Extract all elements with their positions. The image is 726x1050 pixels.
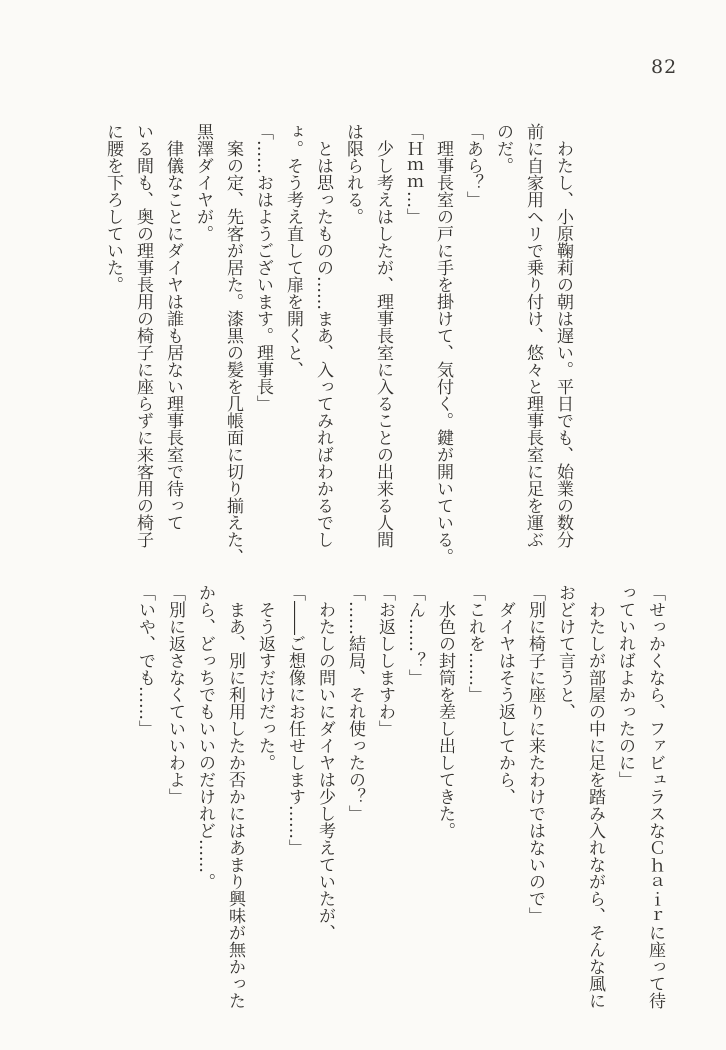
text-line: のだ。 [493,123,513,174]
text-block-bottom [130,584,670,1009]
text-line: いる間も、奥の理事長用の椅子に座らずに来客用の椅子 [133,123,153,548]
text-line: 理事長室の戸に手を掛けて、気付く。鍵が開いている。 [433,140,453,565]
text-line: 水色の封筒を差し出してきた。 [435,601,455,839]
page-number: 82 [651,56,678,78]
text-line: 「お返ししますわ」 [375,584,395,737]
text-line: 前に自家用ヘリで乗り付け、悠々と理事長室に足を運ぶ [523,123,543,548]
text-line: 案の定、先客が居た。漆黒の髪を几帳面に切り揃えた、 [223,140,243,565]
text-line: そう返すだけだった。 [255,601,275,771]
text-line: 「ん……？」 [405,584,425,686]
text-line: まあ、別に利用したか否かにはあまり興味が無かった [225,601,245,1009]
text-line: から、どっちでもいいのだけれど……。 [195,584,215,890]
text-line: 「別に椅子に座りに来たわけではないので」 [525,584,545,924]
text-line: 「Ｈｍｍ…」 [403,123,423,225]
text-line: 「これを……」 [465,584,485,703]
text-line: ょ。そう考え直して扉を開くと、 [283,123,303,378]
text-line: わたしの問いにダイヤは少し考えていたが、 [315,601,335,941]
text-line: 「――ご想像にお任せします……」 [285,584,305,856]
text-line: っていればよかったのに」 [615,584,635,788]
text-line: おどけて言うと、 [555,584,575,720]
text-line: 黒澤ダイヤが。 [193,123,213,242]
text-line: 「……おはようございます。理事長」 [253,123,273,412]
text-line: 律儀なことにダイヤは誰も居ない理事長室で待って [163,140,183,531]
text-line: わたし、小原鞠莉の朝は遅い。平日でも、始業の数分 [553,140,573,548]
text-line: 「いや、でも……」 [135,584,155,737]
text-line: ダイヤはそう返してから、 [495,601,515,805]
text-line: 「……結局、それ使ったの？」 [345,584,365,822]
text-line: わたしが部屋の中に足を踏み入れながら、そんな風に [585,601,605,1009]
text-line: とは思ったものの……まあ、入ってみればわかるでし [313,140,333,548]
text-block-top [98,123,578,565]
text-line: 少し考えはしたが、理事長室に入ることの出来る人間 [373,140,393,548]
text-line: 「別に返さなくていいわよ」 [165,584,185,805]
text-line: 「あら？」 [463,123,483,208]
text-line: は限られる。 [343,123,363,225]
text-line: に腰を下ろしていた。 [103,123,123,293]
text-line: 「せっかくなら、ファビュラスなＣｈａｉｒに座って待 [645,584,665,1009]
